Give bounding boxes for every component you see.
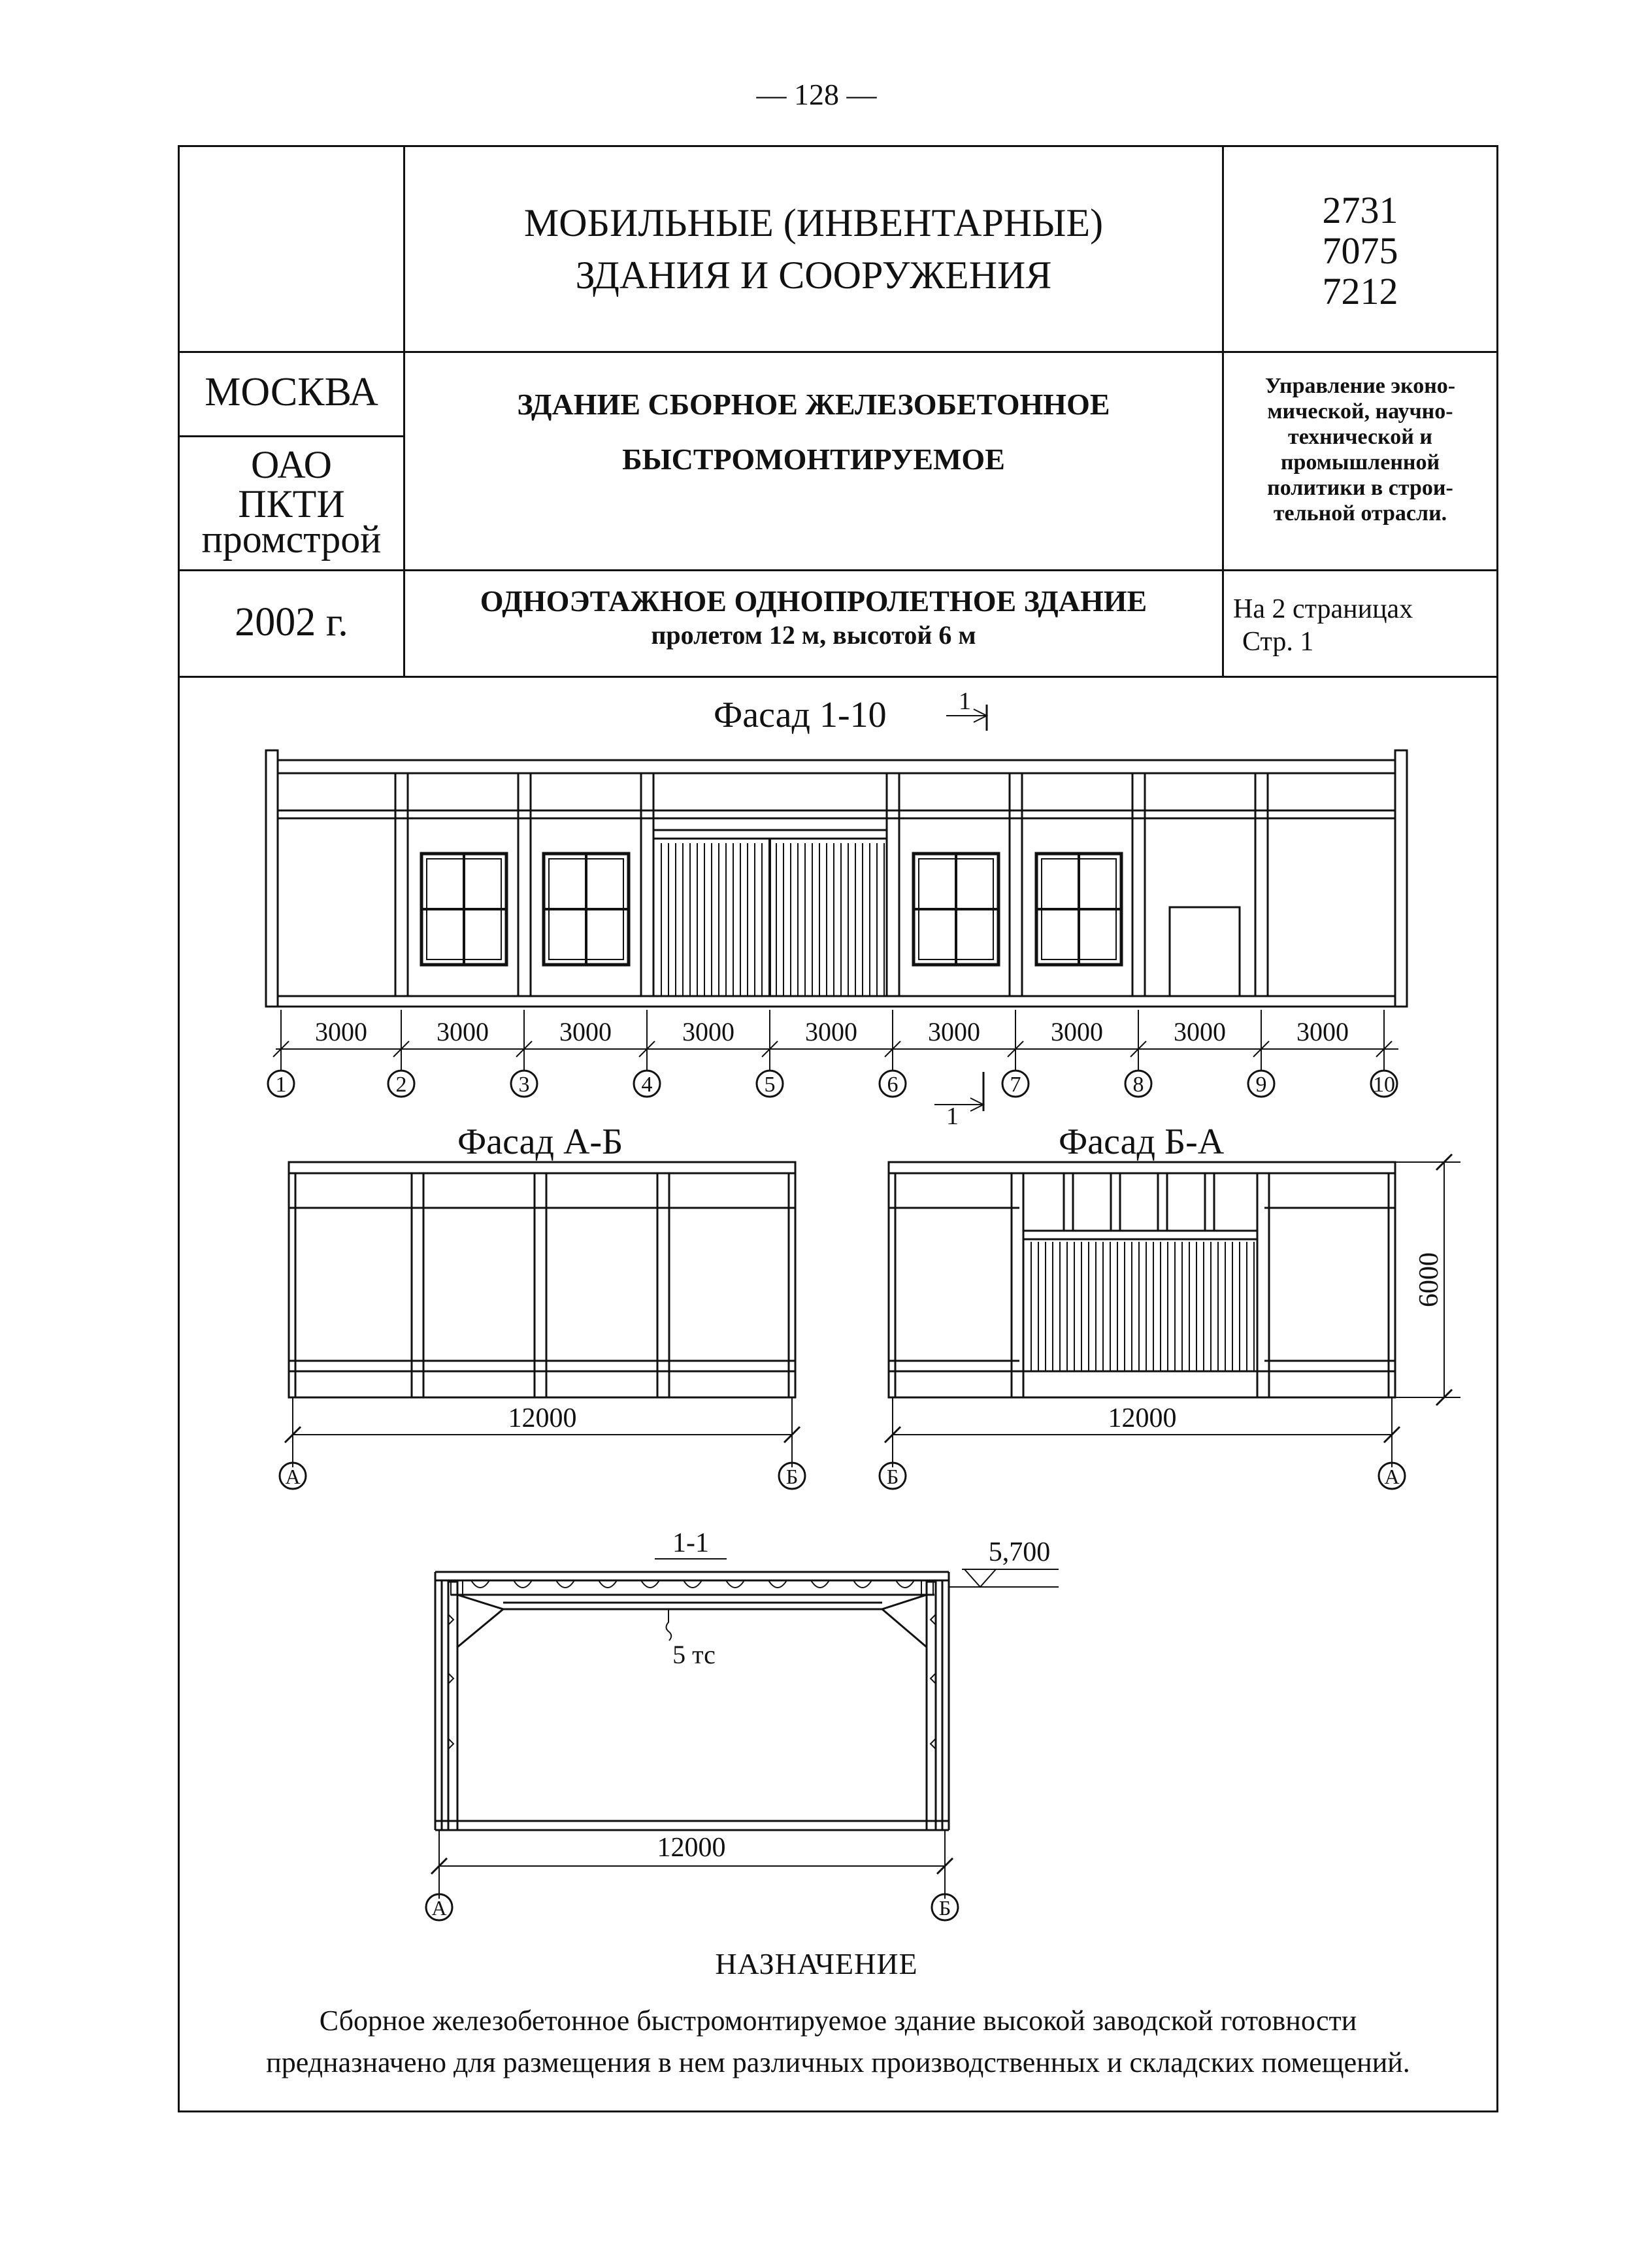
axis-label: 1 — [275, 1073, 287, 1097]
axis-label: 5 — [764, 1073, 776, 1097]
axis-label: 7 — [1010, 1073, 1021, 1097]
city: МОСКВА — [205, 370, 378, 414]
year: 2002 г. — [235, 600, 348, 644]
bay-dimension: 3000 — [682, 1017, 734, 1046]
dept-line: Управление эконо- — [1264, 374, 1456, 398]
title-line-2: ЗДАНИЯ И СООРУЖЕНИЯ — [575, 254, 1052, 297]
code-2: 7075 — [1322, 229, 1398, 272]
elevation-mark: 5,700 — [988, 1537, 1051, 1567]
facade-a-b-title: Фасад А-Б — [457, 1122, 623, 1162]
subtitle-line-2: БЫСТРОМОНТИРУЕМОЕ — [622, 442, 1005, 476]
pages-count: На 2 страницах — [1233, 594, 1413, 624]
bay-dimension: 3000 — [805, 1017, 857, 1046]
section-mark-bottom: 1 — [946, 1103, 959, 1130]
facade-1-10 — [266, 750, 1407, 1007]
org-line-3: промстрой — [201, 518, 382, 561]
purpose-line-2: предназначено для размещения в нем различных производственных и складских помещений. — [266, 2046, 1410, 2078]
section-mark-top: 1 — [959, 688, 971, 715]
purpose-line-1: Сборное железобетонное быстромонтируемое здание высокой заводской готовности — [319, 2005, 1357, 2037]
axis-label: 3 — [518, 1073, 530, 1097]
desc-line-1: ОДНОЭТАЖНОЕ ОДНОПРОЛЕТНОЕ ЗДАНИЕ — [480, 584, 1147, 618]
axis-label: 4 — [641, 1073, 653, 1097]
bay-dimension: 3000 — [928, 1017, 980, 1046]
purpose-heading: НАЗНАЧЕНИЕ — [715, 1947, 918, 1980]
purpose-text — [178, 2000, 1498, 2084]
axis-label: 9 — [1255, 1073, 1267, 1097]
axis-label: 2 — [395, 1073, 407, 1097]
dept-line: мической, научно- — [1267, 399, 1453, 424]
facade-b-a-title: Фасад Б-А — [1059, 1122, 1225, 1162]
org-line-2: ПКТИ — [238, 482, 345, 525]
code-3: 7212 — [1322, 270, 1398, 312]
desc-line-2: пролетом 12 м, высотой 6 м — [651, 620, 976, 650]
axis-label: 10 — [1373, 1073, 1395, 1097]
axis-label-b: Б — [886, 1465, 899, 1488]
facade-1-10-title: Фасад 1-10 — [714, 695, 887, 735]
bay-dimension: 3000 — [437, 1017, 489, 1046]
span-dimension-section: 12000 — [657, 1833, 726, 1863]
axis-label-a: А — [285, 1465, 301, 1488]
subtitle-line-1: ЗДАНИЕ СБОРНОЕ ЖЕЛЕЗОБЕТОННОЕ — [517, 388, 1110, 421]
axis-label-a: А — [431, 1896, 447, 1920]
bay-dimension: 3000 — [315, 1017, 367, 1046]
bay-dimension: 3000 — [1051, 1017, 1103, 1046]
bay-dimension: 3000 — [1174, 1017, 1226, 1046]
bay-dimension: 3000 — [559, 1017, 612, 1046]
dept-line: тельной отрасли. — [1273, 501, 1447, 525]
bay-dimension: 3000 — [1296, 1017, 1349, 1046]
page-current: Стр. 1 — [1242, 627, 1314, 657]
axis-label: 6 — [887, 1073, 899, 1097]
dept-line: технической и — [1288, 425, 1432, 449]
span-dimension-ba: 12000 — [1108, 1403, 1177, 1433]
height-dimension: 6000 — [1414, 1252, 1444, 1307]
org-line-1: ОАО — [250, 443, 332, 486]
span-dimension-ab: 12000 — [508, 1403, 577, 1433]
page-number: — 128 — — [756, 78, 877, 111]
dept-line: промышленной — [1280, 450, 1440, 475]
axis-label-b: Б — [785, 1465, 799, 1488]
axis-label-a: А — [1384, 1465, 1400, 1488]
section-1-1 — [431, 1559, 1059, 1899]
crane-capacity: 5 тс — [672, 1640, 716, 1669]
code-1: 2731 — [1322, 189, 1398, 231]
title-line-1: МОБИЛЬНЫЕ (ИНВЕНТАРНЫЕ) — [523, 201, 1104, 244]
axis-label-b: Б — [938, 1896, 951, 1920]
axis-label: 8 — [1132, 1073, 1144, 1097]
section-title: 1-1 — [672, 1528, 709, 1558]
dept-line: политики в строи- — [1267, 476, 1453, 500]
